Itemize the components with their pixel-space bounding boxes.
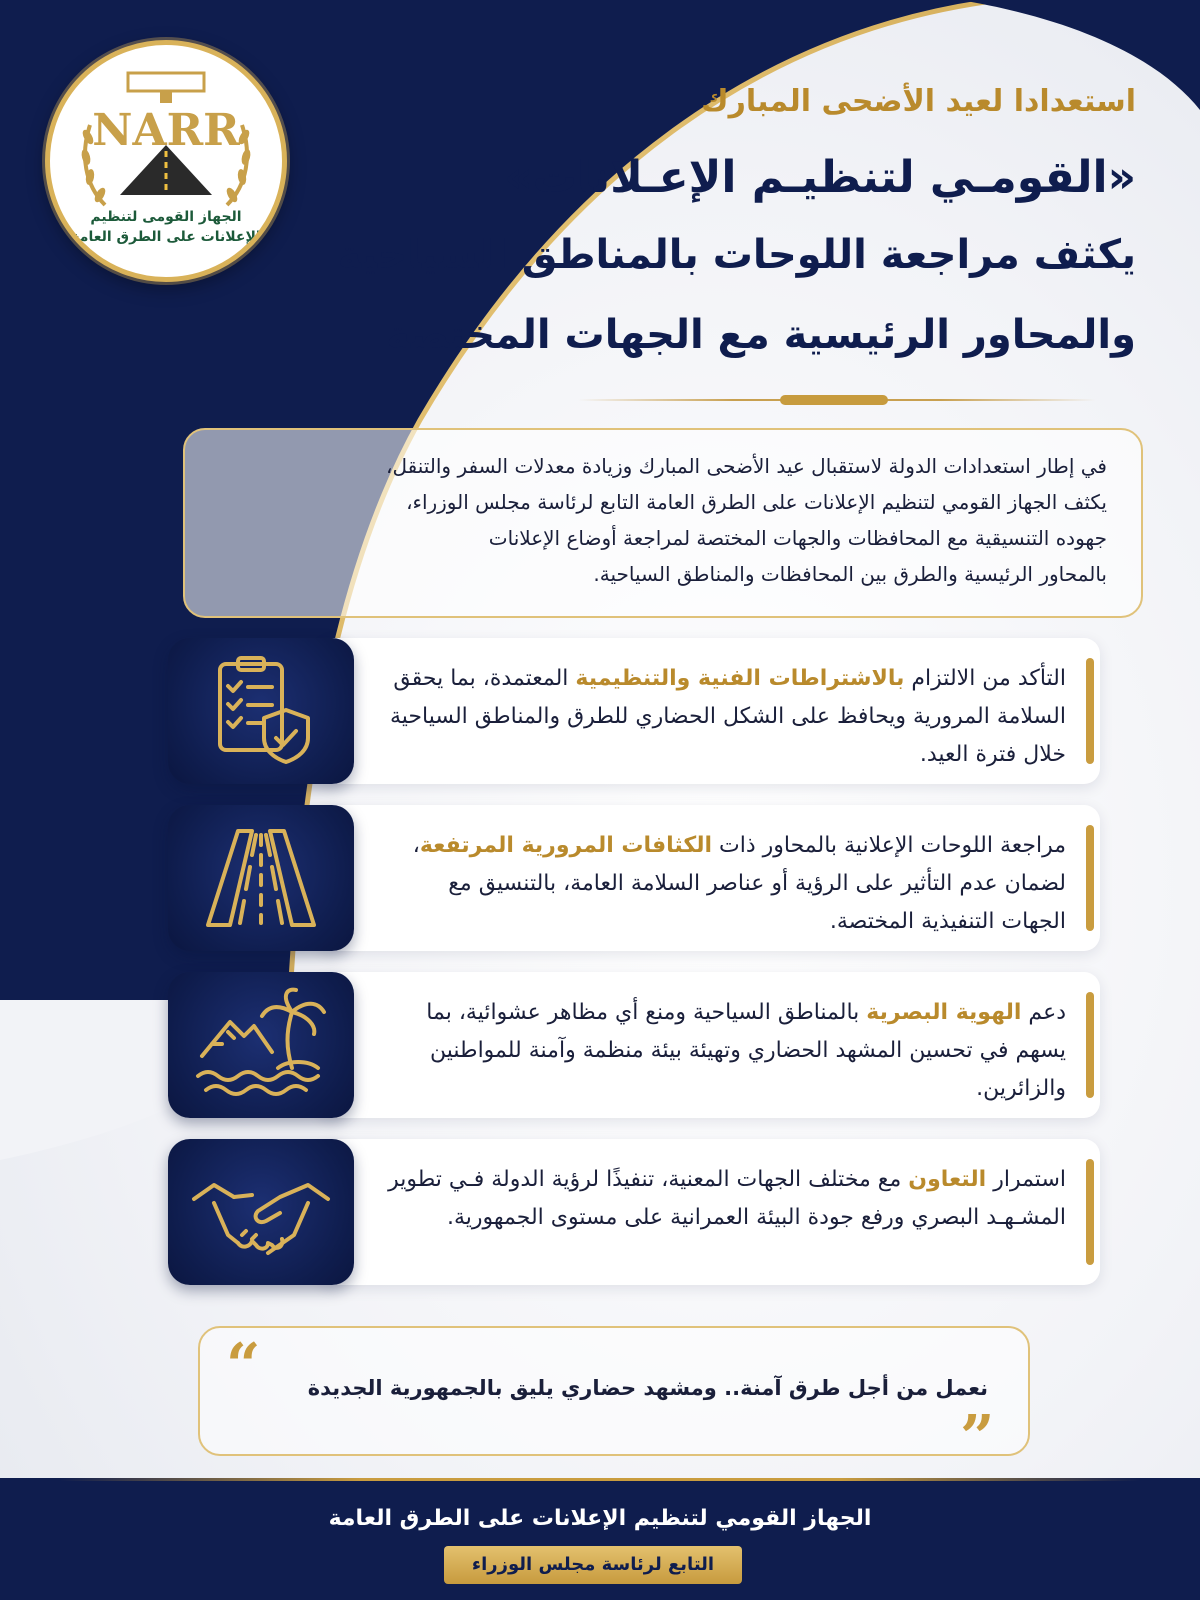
quote-open-icon: “ <box>226 1331 261 1401</box>
quote-box <box>198 1326 1030 1473</box>
card-highlight: الكثافات المرورية المرتفعة <box>419 833 713 858</box>
card-highlight: بالاشتراطات الفنية والتنظيمية <box>575 666 905 691</box>
kicker: استعدادا لعيد الأضحى المبارك <box>701 84 1136 119</box>
card-traffic <box>168 805 1100 951</box>
card-accent-bar <box>1086 992 1094 1098</box>
logo-caption-line2: الإعلانات على الطرق العامة <box>71 229 261 245</box>
highway-icon <box>168 805 354 951</box>
footer-title: الجهاز القومي لتنظيم الإعلانات على الطرق العامة <box>328 1506 872 1531</box>
card-text: مراجعة اللوحات الإعلانية بالمحاور ذات الكثافات المرورية المرتفعة، لضمان عدم التأثير على الرؤية أو عناصر السلامة العامة، بالتنسيق مع الجهات التنفيذية المختصة. <box>412 833 1066 934</box>
quote-text: نعمل من أجل طرق آمنة.. ومشهد حضاري يليق بالجمهورية الجديدة <box>307 1376 988 1400</box>
card-cooperation <box>168 1139 1100 1285</box>
card-visual-identity <box>168 972 1100 1118</box>
palm-island-icon <box>168 972 354 1118</box>
card-text: دعم الهوية البصرية بالمناطق السياحية ومنع أي مظاهر عشوائية، بما يسهم في تحسين المشهد الحضاري وتهيئة بيئة منظمة وآمنة للمواطنين والزائرين. <box>426 1000 1066 1101</box>
svg-text:NARR: NARR <box>92 105 240 156</box>
intro-line: بالمحاور الرئيسية والطرق بين المحافظات والمناطق السياحية. <box>593 562 1107 586</box>
card-text: التأكد من الالتزام بالاشتراطات الفنية والتنظيمية المعتمدة، بما يحقق السلامة المرورية ويحافظ على الشكل الحضاري للطرق والمناطق السياحية خلال فترة العيد. <box>389 666 1066 767</box>
intro-line: جهوده التنسيقية مع المحافظات والجهات المختصة لمراجعة أوضاع الإعلانات <box>488 526 1107 550</box>
divider-accent <box>780 395 888 405</box>
footer-badge: التابع لرئاسة مجلس الوزراء <box>444 1546 742 1584</box>
card-text: استمرار التعاون مع مختلف الجهات المعنية، تنفيذًا لرؤية الدولة فـي تطوير المشـهـد البصري ورفع جودة البيئة العمرانية على مستوى الجمهورية. <box>388 1167 1066 1230</box>
title-line2: يكثف مراجعة اللوحات بالمناطق السياحية <box>337 232 1136 278</box>
title-line3: والمحاور الرئيسية مع الجهات المختصة <box>386 312 1136 358</box>
handshake-icon <box>168 1139 354 1285</box>
footer-divider <box>0 1478 1200 1481</box>
card-accent-bar <box>1086 825 1094 931</box>
card-highlight: التعاون <box>908 1167 987 1192</box>
title-line1: «القومـي لتنظيـم الإعـلانات» <box>504 152 1136 203</box>
card-accent-bar <box>1086 658 1094 764</box>
quote-close-icon: ” <box>960 1403 995 1473</box>
card-compliance <box>168 638 1100 784</box>
logo-caption-line1: الجهاز القومى لتنظيم <box>90 209 242 225</box>
intro-line: في إطار استعدادات الدولة لاستقبال عيد الأضحى المبارك وزيادة معدلات السفر والتنقل، <box>385 454 1107 478</box>
card-highlight: الهوية البصرية <box>866 1000 1022 1025</box>
intro-box <box>183 428 1143 618</box>
card-accent-bar <box>1086 1159 1094 1265</box>
checklist-shield-icon <box>168 638 354 784</box>
intro-line: يكثف الجهاز القومي لتنظيم الإعلانات على الطرق العامة التابع لرئاسة مجلس الوزراء، <box>406 490 1107 514</box>
